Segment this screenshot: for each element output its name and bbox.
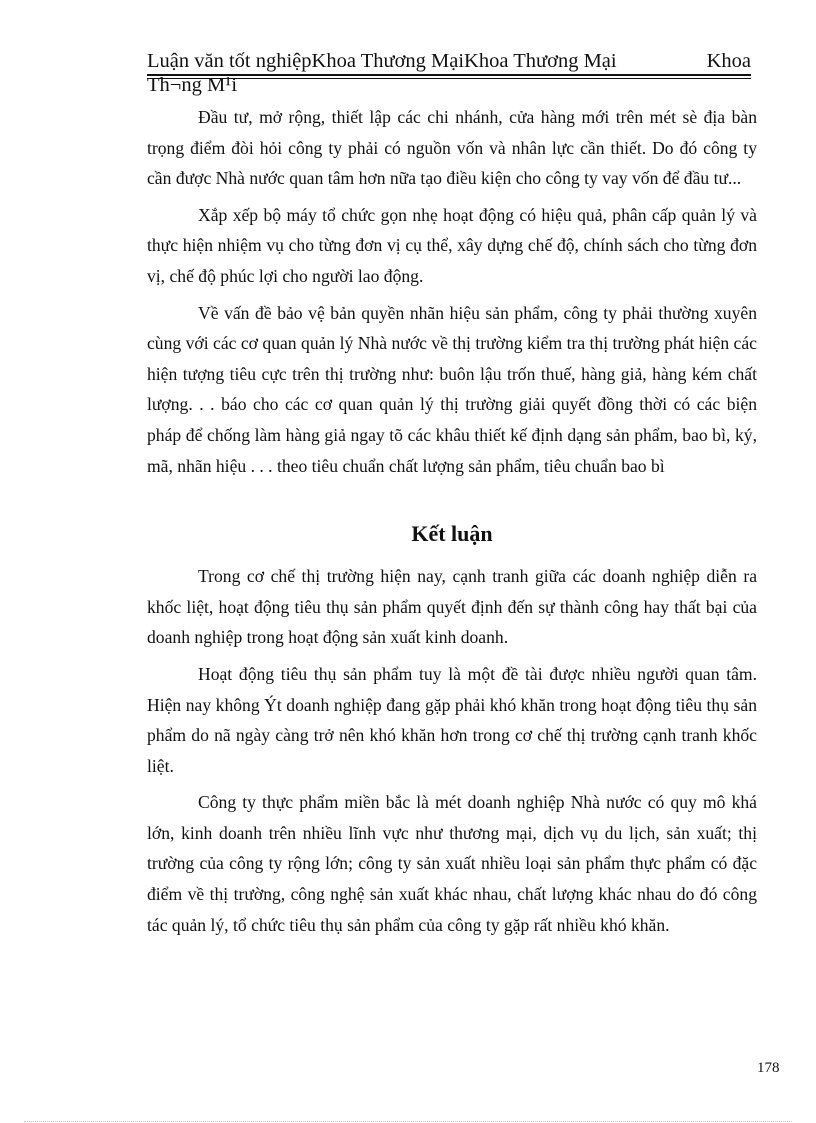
header-title-overflow: Th¬ng M¹i [147,74,238,96]
page-number: 178 [757,1060,780,1076]
page-bottom-edge [24,1121,792,1122]
header-title-tail: Khoa [706,50,751,72]
paragraph-company-overview: Công ty thực phẩm miền bắc là mét doanh nghiệp Nhà nước có quy mô khá lớn, kinh doanh trên nhiều lĩnh vực như thương mại, dịch vụ du lịch, sản xuất; thị trường của công ty rộng lớn; công ty sản xuất nhiều loại sản phẩm thực phẩm có đặc điểm về thị trường, công nghệ sản xuất khác nhau, chất lượng khác nhau do đó công tác quản lý, tổ chức tiêu thụ sản phẩm của công ty gặp rất nhiều khó khăn. [147,792,757,935]
header-title-line [147,48,751,74]
header-title: Luận văn tốt nghiệpKhoa Thương MạiKhoa Thương Mại [147,50,617,72]
body-text [147,102,757,946]
paragraph-market-competition: Trong cơ chế thị trường hiện nay, cạnh tranh giữa các doanh nghiệp diễn ra khốc liệt, hoạt động tiêu thụ sản phẩm quyết định đến sự thành công hay thất bại của doanh nghiệp trong hoạt động sản xuất kinh doanh. [147,566,757,648]
paragraph-organization: Xắp xếp bộ máy tổ chức gọn nhẹ hoạt động có hiệu quả, phân cấp quản lý và thực hiện nhiệm vụ cho từng đơn vị cụ thể, xây dựng chế độ, chính sách cho từng đơn vị, chế độ phúc lợi cho người lao động. [147,204,757,286]
header-rule-thick [147,74,751,76]
paragraph-branch-expansion: Đầu tư, mở rộng, thiết lập các chi nhánh, cửa hàng mới trên mét sè địa bàn trọng điểm đòi hỏi công ty phải có nguồn vốn và nhân lực cần thiết. Do đó công ty cần được Nhà nước quan tâm hơn nữa tạo điều kiện cho công ty vay vốn để đầu tư... [147,107,757,189]
paragraph-trademark-protection: Về vấn đề bảo vệ bản quyền nhãn hiệu sản phẩm, công ty phải thường xuyên cùng với các cơ quan quản lý Nhà nước về thị trường kiểm tra thị trường phát hiện các hiện tượng tiêu cực trên thị trường như: buôn lậu trốn thuế, hàng giả, hàng kém chất lượng. . . báo cho các cơ quan quản lý thị trường giải quyết đồng thời có các biện pháp để chống làm hàng giả ngay tõ các khâu thiết kế định dạng sản phẩm, bao bì, ký, mã, nhãn hiệu . . . theo tiêu chuẩn chất lượng sản phẩm, tiêu chuẩn bao bì [147,302,757,476]
paragraph-consumption-topic: Hoạt động tiêu thụ sản phẩm tuy là một đề tài được nhiều người quan tâm. Hiện nay không Ýt doanh nghiệp đang gặp phải khó khăn trong hoạt động tiêu thụ sản phẩm do nã ngày càng trở nên khó khăn hơn trong cơ chế thị trường cạnh tranh khốc liệt. [147,663,757,776]
header-rule-thin [147,78,751,79]
running-header [147,48,751,98]
section-title-conclusion: Kết luận [411,521,493,547]
